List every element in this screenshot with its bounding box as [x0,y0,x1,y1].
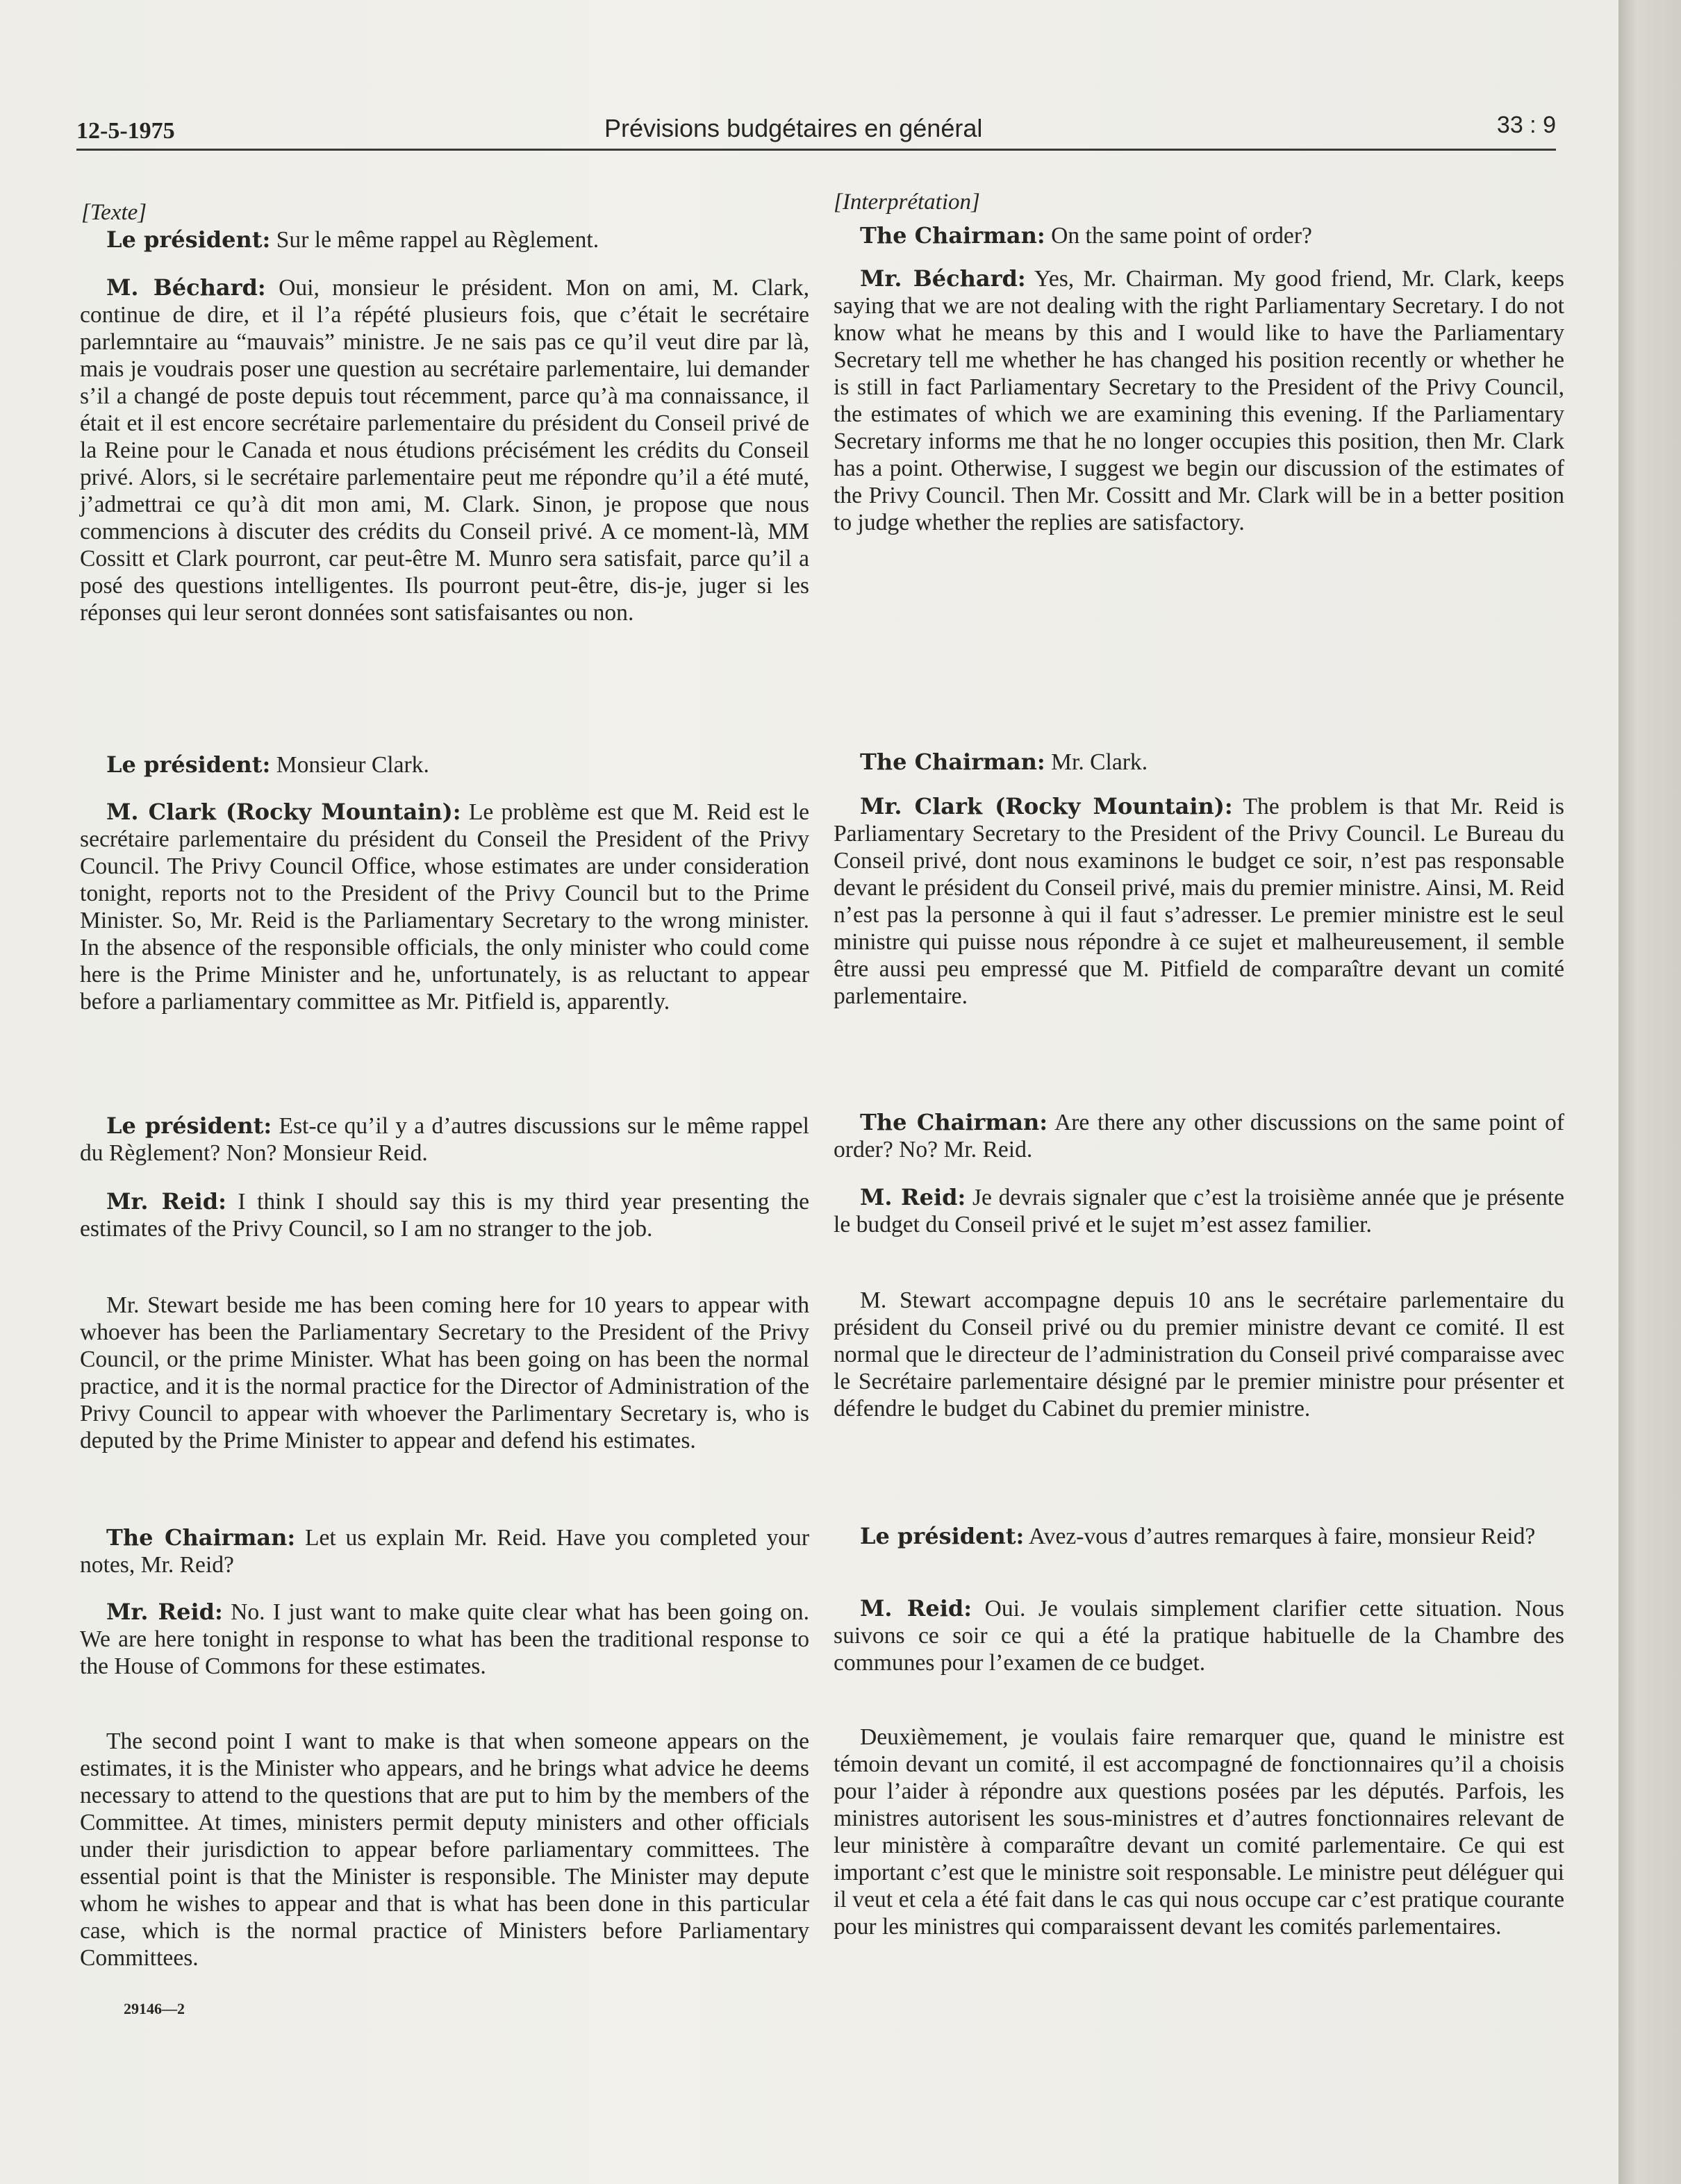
left-para-4: M. Clark (Rocky Mountain): Le problème est que M. Reid est le secrétaire parlementaire du président du Conseil the President of the Privy Council. The Privy Council Office, whose estimates are under consideration tonight, reports not to the President of the Privy Council but to the Prime Minister. So, Mr. Reid is the Parliamentary Secretary to the wrong minister. In the absence of the responsible officials, the only minister who could come here is the Prime Minister and he, unfortunately, is as reluctant to appear before a parliamentary committee as Mr. Pitfield is, apparently. [80,799,810,1015]
header-page-number: 33 : 9 [1496,112,1556,138]
right-para-8: Le président: Avez-vous d’autres remarques à faire, monsieur Reid? [860,1523,1536,1549]
left-para-2: M. Béchard: Oui, monsieur le président. Mon on ami, M. Clark, continue de dire, et il l’a répété plusieurs fois, que c’était le secrétaire parlemntaire au “mauvais” ministre. Je ne sais pas ce qu’il veut dire par là, mais je voudrais poser une question au secrétaire parlementaire, lui demander s’il a changé de poste depuis tout récemment, parce qu’à ma connaissance, il était et il est encore secrétaire parlementaire du président du Conseil privé de la Reine pour le Canada et nous étudions précisément les crédits du Conseil privé. Alors, si le secrétaire parlementaire peut me répondre qu’il a été muté, j’admettrai ce qu’à dit mon ami, M. Clark. Sinon, je propose que nous commencions à discuter des crédits du Conseil privé. A ce moment-là, MM Cossitt et Clark pourront, car peut-être M. Munro sera satisfait, parce qu’il a posé des questions intelligentes. Ils pourront peut-être, dis-je, juger si les réponses qui leur seront données sont satisfaisantes ou non. [80,274,810,626]
right-para-1: The Chairman: On the same point of order? [860,222,1312,249]
right-para-10: Deuxièmement, je voulais faire remarquer que, quand le ministre est témoin devant un comité, il est accompagné de fonctionnaires qu’il a choisis pour l’aider à répondre aux questions posées par les députés. Parfois, les ministres autorisent les sous-ministres et d’autres fonctionnaires relevant de leur ministère à comparaître devant un comité parlementaire. Ce qui est important c’est que le ministre soit responsable. Le ministre peut déléguer qui il veut et cela a été fait dans le cas qui nous occupe car c’est pratique courante pour les ministres qui comparaissent devant les comités parlementaires. [834,1724,1564,1940]
left-para-9: Mr. Reid: No. I just want to make quite clear what has been going on. We are here tonight in response to what has been the traditional response to the House of Commons for these estimates. [80,1599,809,1679]
header-date: 12-5-1975 [76,118,175,144]
left-para-6: Mr. Reid: I think I should say this is my third year presenting the estimates of the Privy Council, so I am no stranger to the job. [80,1188,810,1242]
right-para-9: M. Reid: Oui. Je voulais simplement clarifier cette situation. Nous suivons ce soir ce qui a été la pratique habituelle de la Chambre des communes pour l’examen de ce budget. [834,1595,1565,1676]
right-para-5: The Chairman: Are there any other discussions on the same point of order? No? Mr. Reid. [834,1109,1564,1162]
right-language-tag: [Interprétation] [834,190,980,215]
left-para-1: Le président: Sur le même rappel au Règlement. [106,226,599,253]
header-title: Prévisions budgétaires en général [604,114,983,142]
left-para-5: Le président: Est-ce qu’il y a d’autres discussions sur le même rappel du Règlement? Non? Monsieur Reid. [80,1112,810,1166]
left-language-tag: [Texte] [81,200,147,225]
right-para-4: Mr. Clark (Rocky Mountain): The problem is that Mr. Reid is Parliamentary Secretary to the President of the Privy Council. Le Bureau du Conseil privé, dont nous examinons le budget ce soir, n’est pas responsable devant le président du Conseil privé, mais du premier ministre. Ainsi, M. Reid n’est pas la personne à qui il faut s’adresser. Le premier ministre est le seul ministre qui puisse nous répondre à ce sujet et malheureusement, il semble être aussi peu empressé que M. Pitfield de comparaître devant un comité parlementaire. [834,793,1564,1009]
left-para-3: Le président: Monsieur Clark. [106,751,429,778]
right-para-6: M. Reid: Je devrais signaler que c’est la troisième année que je présente le budget du Conseil privé et le sujet m’est assez familier. [834,1184,1564,1237]
right-para-3: The Chairman: Mr. Clark. [860,749,1148,775]
left-para-8: The Chairman: Let us explain Mr. Reid. Have you completed your notes, Mr. Reid? [80,1524,810,1578]
left-para-7: Mr. Stewart beside me has been coming here for 10 years to appear with whoever has been the Parliamentary Secretary to the President of the Privy Council, or the prime Minister. What has been going on has been the normal practice, and it is the normal practice for the Director of Administration of the Privy Council to appear with whoever the Parlimentary Secretary is, who is deputed by the Prime Minister to appear and defend his estimates. [80,1292,809,1453]
page-edge-shadow [1618,0,1681,2184]
footer-print-code: 29146—2 [124,2000,185,2017]
left-para-10: The second point I want to make is that when someone appears on the estimates, it is the Minister who appears, and he brings what advice he deems necessary to attend to the questions that are put to him by the members of the Committee. At times, ministers permit deputy ministers and other officials under their jurisdiction to appear before parliamentary committees. The essential point is that the Minister is responsible. The Minister may depute whom he wishes to appear and that is what has been done in this particular case, which is the normal practice of Ministers before Parliamentary Committees. [80,1728,809,1971]
right-para-7: M. Stewart accompagne depuis 10 ans le secrétaire parlementaire du président du Conseil privé ou du premier ministre devant ce comité. Il est normal que le directeur de l’administration du Conseil privé comparaisse avec le Secrétaire parlementaire désigné par le premier ministre pour présenter et défendre le budget du Cabinet du premier ministre. [834,1287,1564,1422]
right-para-2: Mr. Béchard: Yes, Mr. Chairman. My good friend, Mr. Clark, keeps saying that we are not dealing with the right Parliamentary Secretary. I do not know what he means by this and I would like to have the Parliamentary Secretary tell me whether he has changed his position recently or whether he is still in fact Parliamentary Secretary to the President of the Privy Council, the estimates of which we are examining this evening. If the Parliamentary Secretary informs me that he no longer occupies this position, then Mr. Clark has a point. Otherwise, I suggest we begin our discussion of the estimates of the Privy Council. Then Mr. Cossitt and Mr. Clark will be in a better position to judge whether the replies are satisfactory. [834,265,1564,535]
page-header [76,104,1556,151]
